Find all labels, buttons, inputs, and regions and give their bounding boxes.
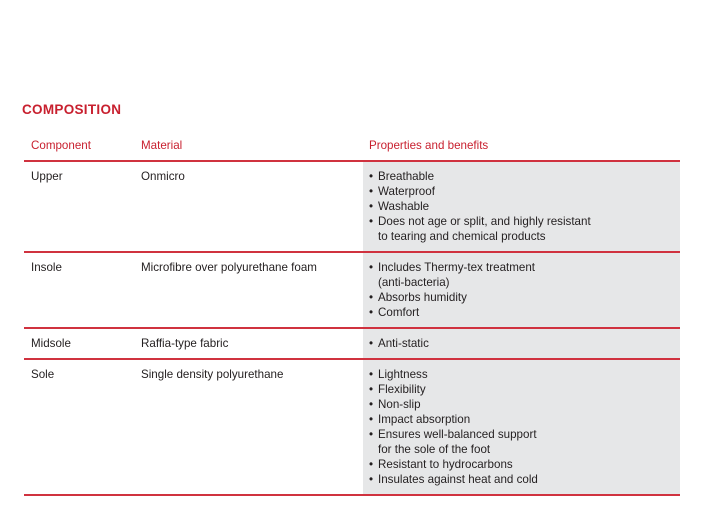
table-header-row: [24, 131, 680, 161]
properties-cell: [363, 161, 680, 252]
component-cell: Insole: [24, 252, 134, 328]
table-row-insole: [24, 252, 680, 328]
table-row-sole: [24, 359, 680, 495]
header-properties: Properties and benefits: [363, 131, 680, 161]
properties-list: [369, 367, 680, 442]
property-item: • Includes Thermy-tex treatment: [369, 260, 680, 275]
component-cell: Midsole: [24, 328, 134, 359]
property-item: • Washable: [369, 199, 680, 214]
property-item: • Insulates against heat and cold: [369, 472, 680, 487]
properties-cell: [363, 252, 680, 328]
properties-list: [369, 457, 680, 487]
property-item: • Absorbs humidity: [369, 290, 680, 305]
property-item: • Waterproof: [369, 184, 680, 199]
material-cell: Raffia-type fabric: [134, 328, 363, 359]
property-item: • Flexibility: [369, 382, 680, 397]
properties-cell: [363, 328, 680, 359]
property-item: • Non-slip: [369, 397, 680, 412]
property-item: • Resistant to hydrocarbons: [369, 457, 680, 472]
header-material: Material: [134, 131, 363, 161]
material-cell: Onmicro: [134, 161, 363, 252]
table-row-upper: [24, 161, 680, 252]
component-cell: Upper: [24, 161, 134, 252]
property-continuation: for the sole of the foot: [378, 443, 491, 456]
property-item: • Ensures well-balanced support: [369, 427, 680, 442]
component-cell: Sole: [24, 359, 134, 495]
property-continuation: (anti-bacteria): [378, 276, 450, 289]
table-row-midsole: [24, 328, 680, 359]
property-item: • Impact absorption: [369, 412, 680, 427]
material-cell: Single density polyurethane: [134, 359, 363, 495]
properties-cell: [363, 359, 680, 495]
material-cell: Microfibre over polyurethane foam: [134, 252, 363, 328]
header-component: Component: [24, 131, 134, 161]
property-item: • Does not age or split, and highly resistant: [369, 214, 680, 229]
composition-table: [24, 131, 680, 496]
properties-list: [369, 260, 680, 275]
property-item: • Breathable: [369, 169, 680, 184]
properties-list: [369, 169, 680, 229]
section-title: COMPOSITION: [22, 102, 122, 117]
properties-list: [369, 336, 680, 351]
properties-list: [369, 290, 680, 320]
property-item: • Anti-static: [369, 336, 680, 351]
property-continuation: to tearing and chemical products: [378, 230, 546, 243]
property-item: • Lightness: [369, 367, 680, 382]
property-item: • Comfort: [369, 305, 680, 320]
